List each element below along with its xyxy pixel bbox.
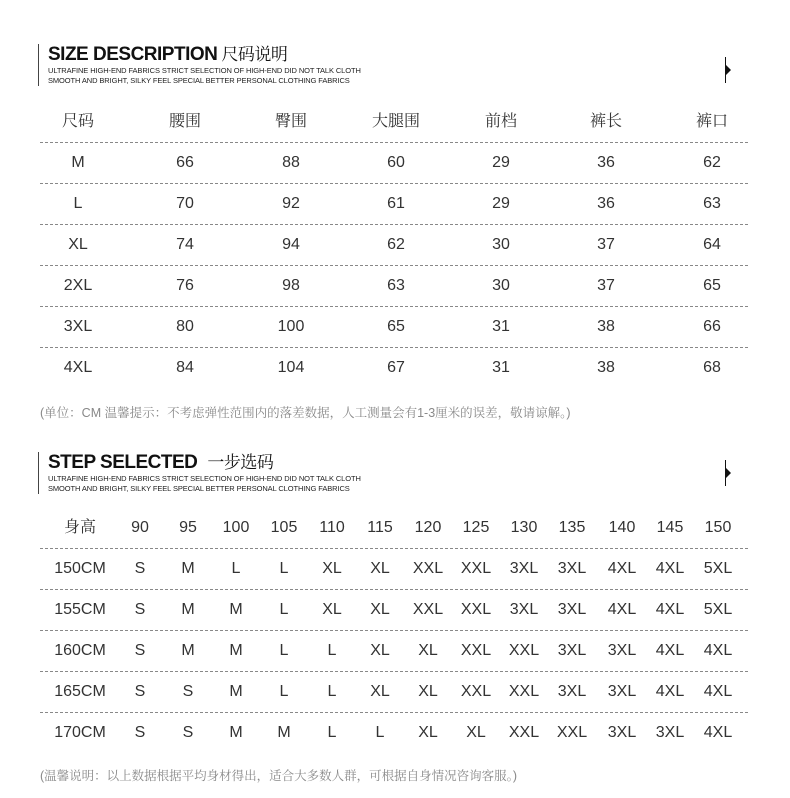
table-cell: 70 [176, 195, 194, 212]
table-cell: 3XL [557, 683, 587, 700]
table-cell: 36 [597, 154, 615, 171]
table-cell: 30 [492, 277, 510, 294]
table-cell: 5XL [703, 560, 733, 577]
table-cell: 61 [387, 195, 405, 212]
table-cell: XXL [460, 642, 492, 659]
table-cell: M [181, 601, 195, 618]
table-cell: XL [370, 683, 390, 700]
table-cell: XXL [412, 601, 444, 618]
table-cell: XL [322, 601, 342, 618]
column-header: 尺码 [61, 113, 95, 130]
column-header: 105 [270, 519, 298, 536]
table-cell: L [327, 642, 337, 659]
table-cell: XL [418, 724, 438, 741]
table-cell: 4XL [703, 642, 733, 659]
table-cell: S [134, 642, 146, 659]
table-row [40, 265, 748, 307]
table-cell: 4XL [655, 601, 685, 618]
table-cell: L [375, 724, 385, 741]
table-cell: S [134, 601, 146, 618]
table-cell: 3XL [655, 724, 685, 741]
table-cell: XXL [412, 560, 444, 577]
column-header: 100 [222, 519, 250, 536]
size-note: (单位：CM 温馨提示：不考虑弹性范围内的落差数据，人工测量会有1-3厘米的误差，敬请谅解。) [40, 406, 571, 420]
column-header: 身高 [63, 519, 97, 536]
table-cell: S [134, 560, 146, 577]
table-cell: 4XL [607, 601, 637, 618]
table-cell: 65 [703, 277, 721, 294]
table-cell: 36 [597, 195, 615, 212]
table-cell: 3XL [63, 318, 93, 335]
table-cell: XXL [460, 560, 492, 577]
section-title-cn: 一步选码 [207, 453, 274, 472]
step-selected-header [38, 452, 361, 494]
table-cell: 74 [176, 236, 194, 253]
table-cell: L [73, 195, 83, 212]
table-cell: 62 [387, 236, 405, 253]
size-description-header [38, 44, 361, 86]
column-header: 110 [319, 519, 345, 536]
table-cell: XL [370, 601, 390, 618]
table-cell: XXL [460, 683, 492, 700]
table-cell: 165CM [54, 683, 106, 700]
table-cell: XL [370, 642, 390, 659]
table-cell: 92 [282, 195, 300, 212]
table-cell: XXL [460, 601, 492, 618]
table-cell: M [229, 683, 243, 700]
table-cell: XL [370, 560, 390, 577]
table-cell: XXL [556, 724, 588, 741]
table-row [40, 183, 748, 225]
table-cell: 60 [387, 154, 405, 171]
column-header: 裤长 [589, 113, 623, 130]
subtitle-line: ULTRAFINE HIGH-END FABRICS STRICT SELECTION OF HIGH-END DID NOT TALK CLOTH [48, 66, 361, 75]
table-cell: L [279, 560, 289, 577]
table-cell: 88 [282, 154, 300, 171]
table-cell: 3XL [607, 724, 637, 741]
column-header: 120 [414, 519, 442, 536]
table-row [40, 548, 748, 590]
table-cell: 170CM [54, 724, 106, 741]
table-cell: 4XL [607, 560, 637, 577]
table-cell: 4XL [655, 560, 685, 577]
table-cell: 37 [597, 277, 615, 294]
table-cell: M [229, 724, 243, 741]
table-cell: 63 [703, 195, 721, 212]
table-cell: M [229, 601, 243, 618]
table-row [40, 712, 748, 753]
table-cell: 150CM [54, 560, 106, 577]
table-row [40, 589, 748, 631]
table-cell: 67 [387, 359, 405, 376]
table-cell: 64 [703, 236, 721, 253]
table-cell: 3XL [557, 642, 587, 659]
table-row [40, 630, 748, 672]
column-header: 95 [179, 519, 197, 536]
table-cell: 98 [282, 277, 300, 294]
table-cell: 155CM [54, 601, 106, 618]
table-cell: 30 [492, 236, 510, 253]
table-cell: XL [68, 236, 88, 253]
table-cell: 29 [492, 154, 510, 171]
table-cell: M [71, 154, 85, 171]
table-cell: 66 [703, 318, 721, 335]
table-row [40, 671, 748, 713]
table-cell: 4XL [63, 359, 93, 376]
arrow-right-icon [726, 468, 731, 478]
table-cell: L [231, 560, 241, 577]
column-header: 前档 [484, 113, 518, 130]
table-header-row [40, 507, 748, 549]
table-cell: 31 [492, 318, 510, 335]
column-header: 145 [656, 519, 684, 536]
table-cell: 31 [492, 359, 510, 376]
subtitle-line: ULTRAFINE HIGH-END FABRICS STRICT SELECTION OF HIGH-END DID NOT TALK CLOTH [48, 474, 361, 483]
table-cell: 3XL [607, 642, 637, 659]
table-cell: 66 [176, 154, 194, 171]
table-cell: 4XL [703, 724, 733, 741]
column-header: 90 [131, 519, 149, 536]
table-cell: XL [322, 560, 342, 577]
table-cell: 38 [597, 359, 615, 376]
column-header: 大腿围 [371, 113, 421, 130]
table-cell: 68 [703, 359, 721, 376]
table-cell: L [327, 724, 337, 741]
table-cell: XL [466, 724, 486, 741]
table-cell: 80 [176, 318, 194, 335]
table-row [40, 347, 748, 388]
table-cell: 104 [277, 359, 305, 376]
table-cell: 84 [176, 359, 194, 376]
table-cell: M [181, 560, 195, 577]
table-cell: L [279, 601, 289, 618]
table-cell: 5XL [703, 601, 733, 618]
table-cell: 4XL [703, 683, 733, 700]
column-header: 115 [367, 519, 393, 536]
section-title-cn: 尺码说明 [221, 45, 288, 64]
table-cell: 38 [597, 318, 615, 335]
table-cell: 76 [176, 277, 194, 294]
table-row [40, 224, 748, 266]
column-header: 135 [558, 519, 586, 536]
table-cell: XXL [508, 683, 540, 700]
table-cell: 3XL [509, 560, 539, 577]
table-cell: 2XL [63, 277, 93, 294]
table-cell: XL [418, 683, 438, 700]
table-cell: M [229, 642, 243, 659]
table-cell: S [182, 724, 194, 741]
table-cell: XL [418, 642, 438, 659]
step-note: (温馨说明：以上数据根据平均身材得出，适合大多数人群，可根据自身情况咨询客服。) [40, 769, 518, 783]
table-cell: L [327, 683, 337, 700]
table-cell: S [182, 683, 194, 700]
table-cell: 4XL [655, 642, 685, 659]
column-header: 150 [704, 519, 732, 536]
table-cell: S [134, 683, 146, 700]
table-cell: 29 [492, 195, 510, 212]
table-cell: 65 [387, 318, 405, 335]
table-cell: 160CM [54, 642, 106, 659]
table-cell: 63 [387, 277, 405, 294]
column-header: 125 [462, 519, 490, 536]
table-cell: 100 [277, 318, 305, 335]
arrow-right-icon [726, 65, 731, 75]
table-row [40, 306, 748, 348]
table-cell: XXL [508, 642, 540, 659]
table-cell: M [181, 642, 195, 659]
section-title: STEP SELECTED [48, 452, 198, 473]
table-cell: M [277, 724, 291, 741]
table-cell: 3XL [509, 601, 539, 618]
table-header-row [40, 101, 748, 143]
column-header: 裤口 [695, 113, 729, 130]
table-cell: 37 [597, 236, 615, 253]
column-header: 140 [608, 519, 636, 536]
table-cell: L [279, 642, 289, 659]
table-cell: XXL [508, 724, 540, 741]
column-header: 臀围 [274, 113, 308, 130]
table-cell: 62 [703, 154, 721, 171]
table-cell: 3XL [607, 683, 637, 700]
table-cell: 4XL [655, 683, 685, 700]
column-header: 130 [510, 519, 538, 536]
table-cell: 3XL [557, 601, 587, 618]
table-row [40, 142, 748, 184]
table-cell: 94 [282, 236, 300, 253]
section-title: SIZE DESCRIPTION [48, 44, 218, 65]
column-header: 腰围 [168, 113, 202, 130]
subtitle-line: SMOOTH AND BRIGHT, SILKY FEEL SPECIAL BETTER PERSONAL CLOTHING FABRICS [48, 76, 350, 85]
table-cell: 3XL [557, 560, 587, 577]
table-cell: S [134, 724, 146, 741]
subtitle-line: SMOOTH AND BRIGHT, SILKY FEEL SPECIAL BETTER PERSONAL CLOTHING FABRICS [48, 484, 350, 493]
table-cell: L [279, 683, 289, 700]
